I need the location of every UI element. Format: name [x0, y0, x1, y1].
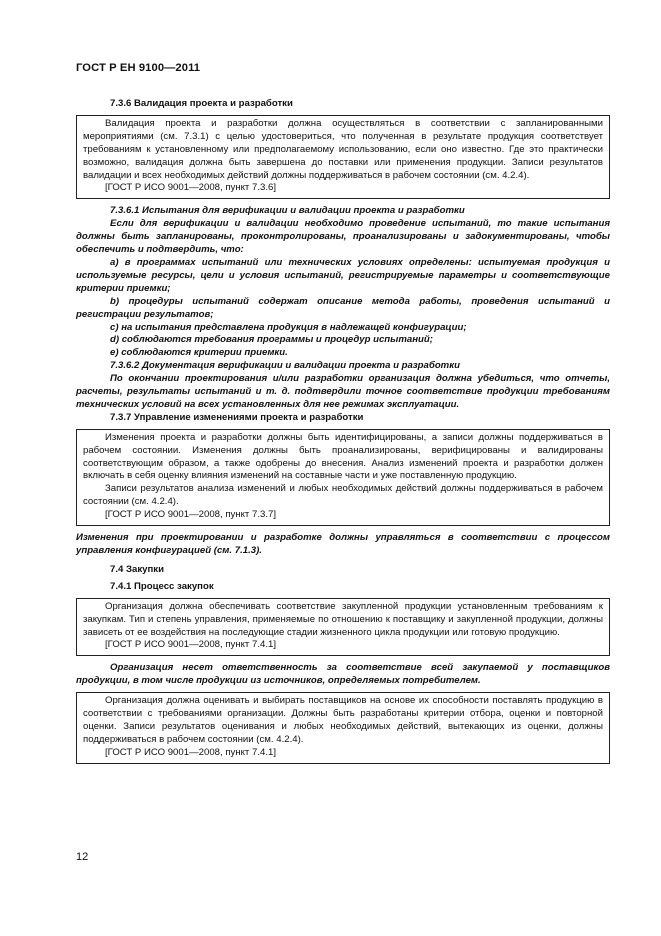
list-item-d: d) соблюдаются требования программы и процедур испытаний;	[110, 334, 433, 346]
section-7-3-6-1-intro: Если для верификации и валидации необходимо проведение испытаний, то такие испытания должны быть запланированы, проконтролированы, проанализированы и задокументированы, чтобы обеспечить и подтвердить, что:	[76, 218, 610, 256]
list-item-a: a) в программах испытаний или технических условиях определены: испытуемая продукция и используемые ресурсы, цели и условия испытаний, регистрируемые параметры и соответствующие критерии приемки;	[76, 256, 610, 294]
quote-box-7-3-7	[76, 429, 610, 526]
quote-box-7-4-1-a	[76, 598, 610, 657]
section-7-4-1-note: Организация несет ответственность за соответствие всей закупаемой у поставщиков продукции, в том числе продукции из источников, определяемых потребителем.	[76, 662, 610, 687]
quote-text: Валидация проекта и разработки должна осуществляться в соответствии с запланированными мероприятиями (см. 7.3.1) с целью удостовериться, что полученная в результате продукция соответствует требованиям к установленному или предполагаемому использованию, если оно известно. Где это практически возможно, валидация должна быть завершена до поставки или применения продукции. Записи результатов валидации и всех необходимых действий должны поддерживаться в рабочем состоянии (см. 4.2.4).	[83, 117, 603, 181]
section-7-4-1-heading: 7.4.1 Процесс закупок	[110, 580, 214, 592]
list-item-c: c) на испытания представлена продукция в надлежащей конфигурации;	[110, 321, 467, 333]
section-7-3-7-heading: 7.3.7 Управление изменениями проекта и разработки	[110, 411, 364, 423]
page-content	[76, 98, 610, 770]
list-item-b: b) процедуры испытаний содержат описание метода работы, проведения испытаний и регистрации результатов;	[76, 295, 610, 320]
quote-box-7-3-6	[76, 115, 610, 199]
list-item-e: e) соблюдаются критерии приемки.	[110, 347, 288, 359]
section-7-3-6-2-heading: 7.3.6.2 Документация верификации и валидации проекта и разработки	[110, 360, 460, 372]
quote-text: Изменения проекта и разработки должны быть идентифицированы, а записи должны поддерживаться в рабочем состоянии. Изменения должны быть проанализированы, верифицированы и валидированы соответствующим образом, а также одобрены до внесения. Анализ изменений проекта и разработки должен включать в себя оценку влияния изменений на составные части и уже поставленную продукцию.	[83, 431, 603, 482]
section-7-3-6-1-heading: 7.3.6.1 Испытания для верификации и валидации проекта и разработки	[110, 205, 465, 217]
quote-box-7-4-1-b	[76, 692, 610, 764]
section-7-3-6-2-text: По окончании проектирования и/или разработки организация должна убедиться, что отчеты, расчеты, результаты испытаний и т. д. подтвердили точное соответствие продукции требованиям технических условий на всех установленных для нее режимах эксплуатации.	[76, 373, 610, 410]
quote-reference: [ГОСТ Р ИСО 9001—2008, пункт 7.3.7]	[105, 509, 276, 521]
page-number: 12	[76, 851, 89, 863]
quote-reference: [ГОСТ Р ИСО 9001—2008, пункт 7.3.6]	[105, 182, 276, 194]
page-header: ГОСТ Р ЕН 9100—2011	[76, 62, 201, 74]
quote-text: Организация должна обеспечивать соответствие закупленной продукции установленным требованиям к закупкам. Тип и степень управления, применяемые по отношению к поставщику и закупленной продукции, должны зависеть от ее воздействия на последующие стадии жизненного цикла продукции или готовую продукцию.	[83, 600, 603, 638]
section-7-3-6-heading: 7.3.6 Валидация проекта и разработки	[110, 98, 293, 109]
quote-reference: [ГОСТ Р ИСО 9001—2008, пункт 7.4.1]	[105, 746, 276, 758]
section-7-3-7-note: Изменения при проектировании и разработке должны управляться в соответствии с процессом управления конфигурацией (см. 7.1.3).	[76, 532, 610, 556]
quote-text: Записи результатов анализа изменений и любых необходимых действий должны поддерживаться в рабочем состоянии (см. 4.2.4).	[83, 483, 603, 508]
section-7-4-heading: 7.4 Закупки	[110, 563, 164, 575]
quote-reference: [ГОСТ Р ИСО 9001—2008, пункт 7.4.1]	[105, 639, 276, 651]
quote-text: Организация должна оценивать и выбирать поставщиков на основе их способности поставлять продукцию в соответствии с требованиями организации. Должны быть разработаны критерии отбора, оценки и повторной оценки. Записи результатов оценивания и любых необходимых действий, вытекающих из оценки, должны поддерживаться в рабочем состоянии (см. 4.2.4).	[83, 695, 603, 745]
